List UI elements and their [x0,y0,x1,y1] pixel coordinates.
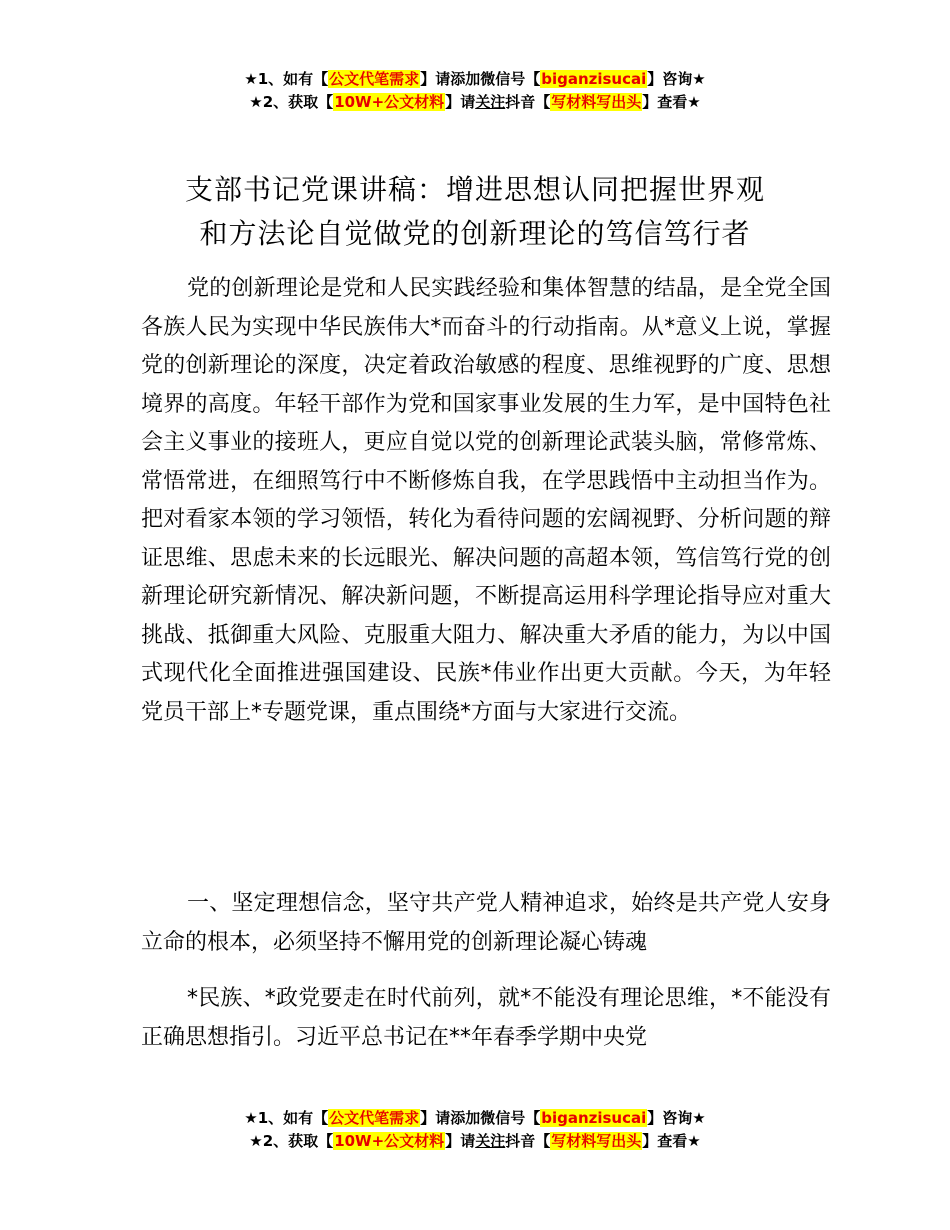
title-line-1: 支部书记党课讲稿：增进思想认同把握世界观 [184,173,765,206]
banner-text: 抖音【 [505,1132,551,1150]
banner-highlight-douyin: 写材料写出头 [551,1132,642,1150]
paragraph-text: 一、坚定理想信念，坚守共产党人精神追求，始终是共产党人安身立命的根本，必须坚持不懈用党的创新理论凝心铸魂 [141,891,831,955]
banner-highlight: 公文代笔需求 [329,70,420,88]
banner-text: 抖音【 [505,93,551,111]
body-paragraph-intro [141,270,831,732]
document-title [100,168,850,256]
banner-text: 】请添加微信号【 [420,1109,541,1127]
banner-text: 】请添加微信号【 [420,70,541,88]
banner-text: ★2、获取【 [249,93,334,111]
banner-highlight: 10W+公文材料 [334,1132,445,1150]
banner-text: 】咨询★ [647,1109,706,1127]
banner-highlight: 10W+公文材料 [334,93,445,111]
banner-text: 】查看★ [642,93,701,111]
footer-banner [0,1107,950,1153]
banner-line-1 [0,68,950,91]
title-line-2: 和方法论自觉做党的创新理论的笃信笃行者 [199,217,751,250]
banner-underlined: 关注 [475,1132,506,1150]
banner-highlight-douyin: 写材料写出头 [551,93,642,111]
banner-text: 】咨询★ [647,70,706,88]
banner-line-1 [0,1107,950,1130]
banner-highlight: 公文代笔需求 [329,1109,420,1127]
banner-text: 】查看★ [642,1132,701,1150]
paragraph-text: 党的创新理论是党和人民实践经验和集体智慧的结晶，是全党全国各族人民为实现中华民族伟大*而奋斗的行动指南。从*意义上说，掌握党的创新理论的深度，决定着政治敏感的程度、思维视野的广度、思想境界的高度。年轻干部作为党和国家事业发展的生力军，是中国特色社会主义事业的接班人，更应自觉以党的创新理论武装头脑，常修常炼、常悟常进，在细照笃行中不断修炼自我，在学思践悟中主动担当作为。把对看家本领的学习领悟，转化为看待问题的宏阔视野、分析问题的辩证思维、思虑未来的长远眼光、解决问题的高超本领，笃信笃行党的创新理论研究新情况、解决新问题，不断提高运用科学理论指导应对重大挑战、抵御重大风险、克服重大阻力、解决重大矛盾的能力，为以中国式现代化全面推进强国建设、民族*伟业作出更大贡献。今天，为年轻党员干部上*专题党课，重点围绕*方面与大家进行交流。 [141,276,831,725]
paragraph-text: *民族、*政党要走在时代前列，就*不能没有理论思维，*不能没有正确思想指引。习近平总书记在**年春季学期中央党 [141,986,831,1050]
banner-highlight-wechat-id: biganzisucai [541,70,647,88]
body-paragraph-continued [141,980,831,1057]
banner-underlined: 关注 [475,93,506,111]
banner-line-2 [0,1130,950,1153]
banner-highlight-wechat-id: biganzisucai [541,1109,647,1127]
banner-text: ★2、获取【 [249,1132,334,1150]
banner-text: ★1、如有【 [244,70,329,88]
header-banner [0,68,950,114]
banner-text: ★1、如有【 [244,1109,329,1127]
banner-text: 】请 [445,1132,476,1150]
banner-text: 】请 [445,93,476,111]
banner-line-2 [0,91,950,114]
body-paragraph-section-heading [141,885,831,962]
